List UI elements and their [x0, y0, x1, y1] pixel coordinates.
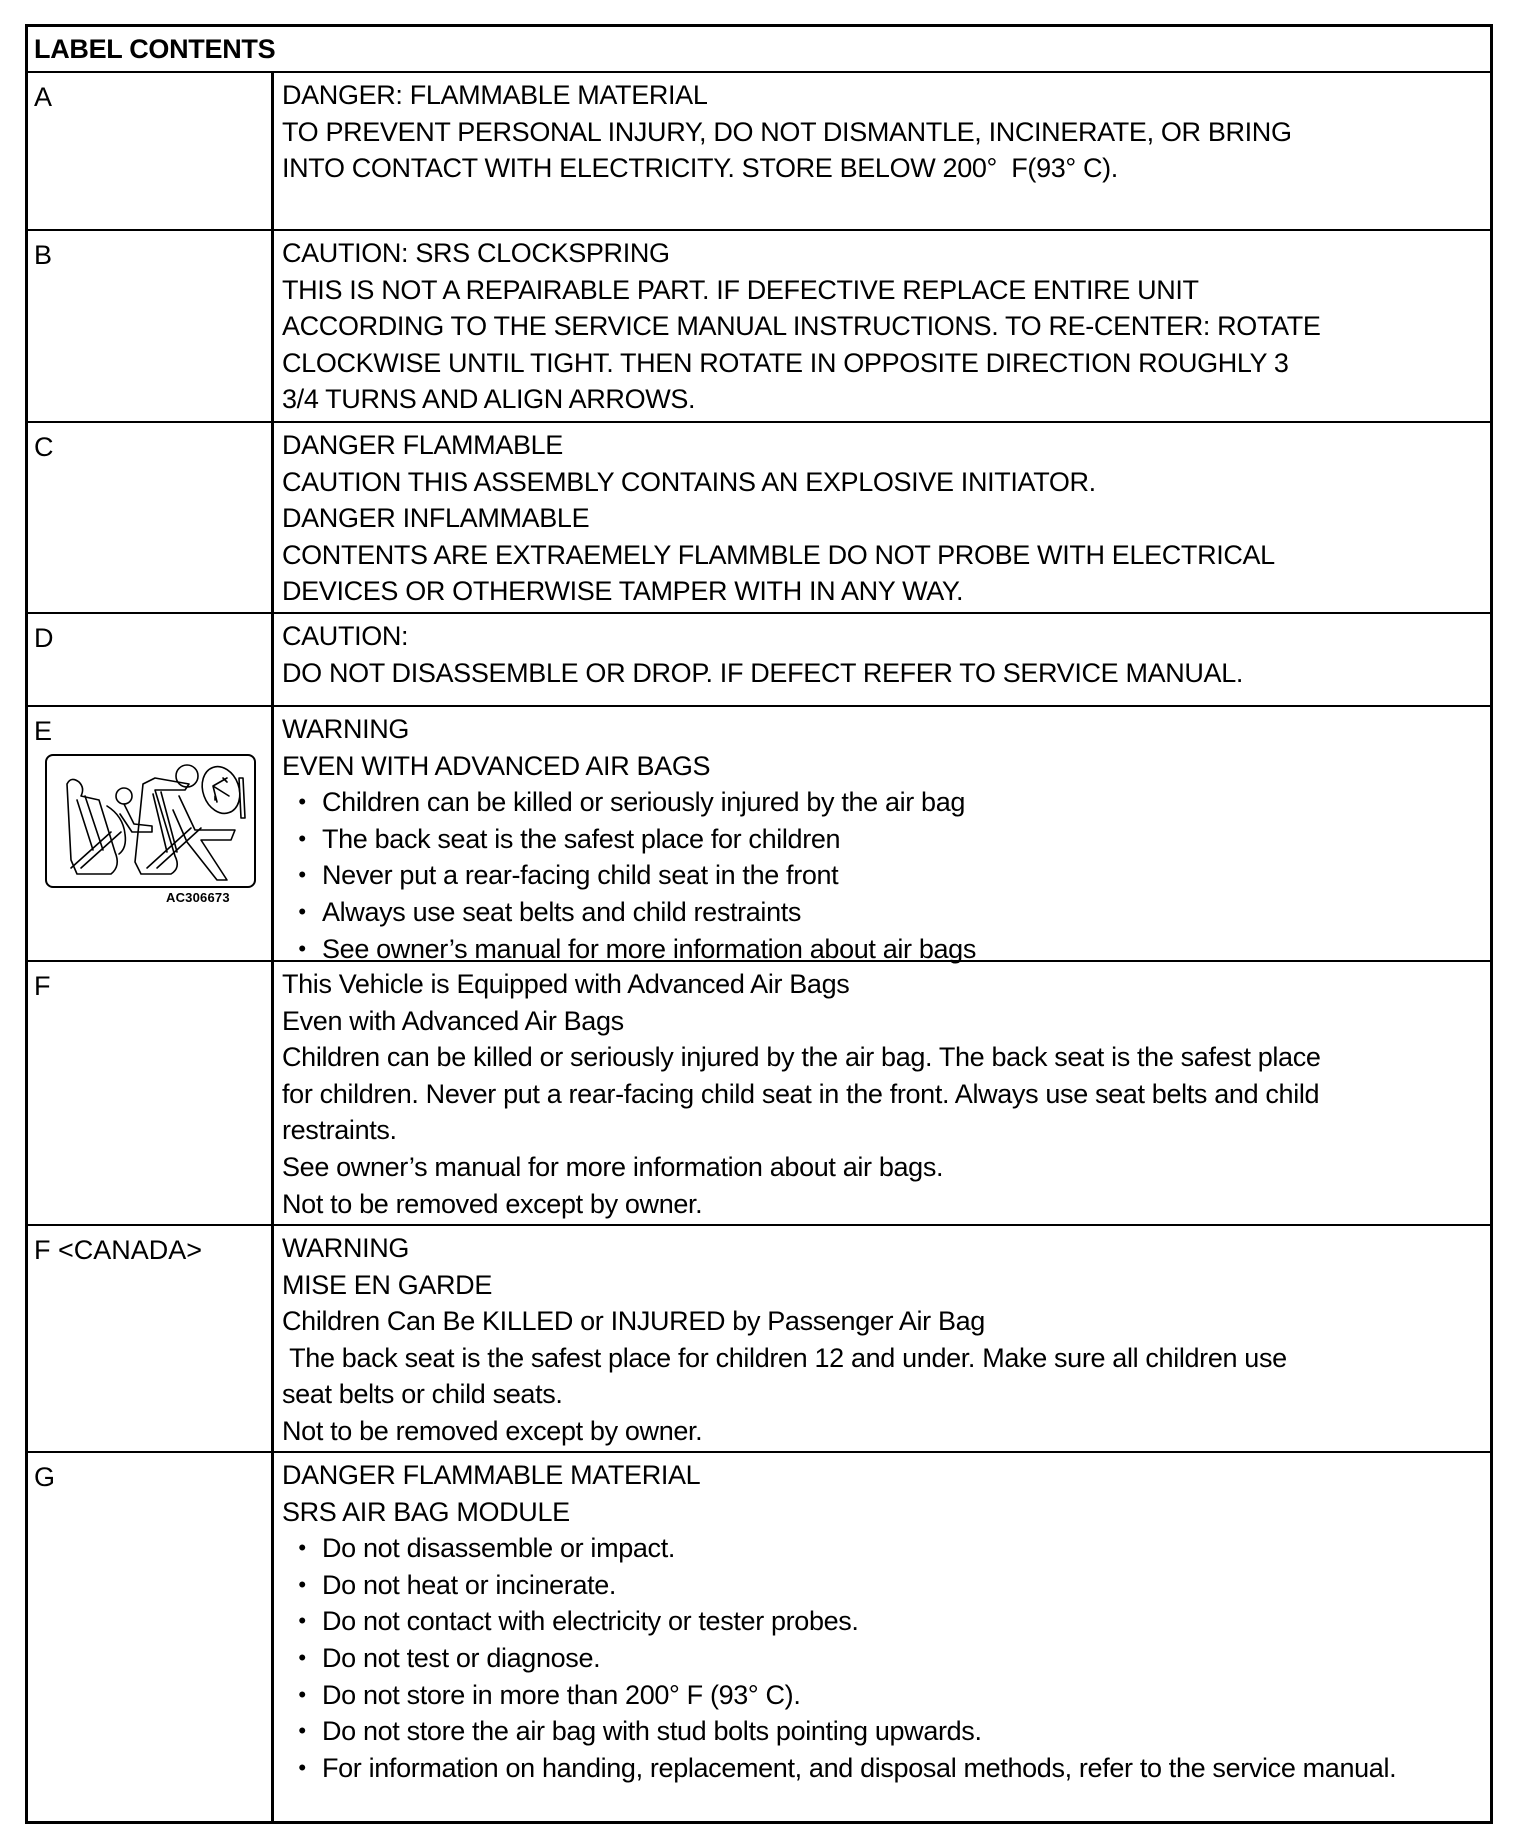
bullet-item: [282, 1640, 1480, 1677]
row-label-cell: [28, 1226, 274, 1451]
label-contents-table: [25, 24, 1493, 1824]
content-line: INTO CONTACT WITH ELECTRICITY. STORE BELOW 200° F(93° C).: [282, 153, 1118, 184]
bullet-icon: •: [298, 862, 306, 888]
content-line: CAUTION: SRS CLOCKSPRING: [282, 238, 670, 268]
bullet-item: [282, 1750, 1480, 1787]
row-content-cell: [274, 73, 1490, 229]
bullet-item: [282, 784, 1480, 821]
bullet-text: Do not disassemble or impact.: [322, 1533, 676, 1564]
row-content-cell: [274, 231, 1490, 421]
row-label-cell: [28, 707, 274, 960]
bullet-item: [282, 857, 1480, 894]
content-line: DANGER: FLAMMABLE MATERIAL: [282, 80, 708, 110]
bullet-item: [282, 1530, 1480, 1567]
table-row-f: [28, 962, 1490, 1226]
content-line: TO PREVENT PERSONAL INJURY, DO NOT DISMANTLE, INCINERATE, OR BRING: [282, 116, 1292, 147]
row-content-cell: [274, 707, 1490, 964]
bullet-icon: •: [298, 1535, 306, 1561]
airbag-pictogram-icon: [47, 756, 254, 886]
bullet-icon: •: [298, 1571, 306, 1597]
bullet-item: [282, 1713, 1480, 1750]
row-label-cell: [28, 73, 274, 229]
content-line: ACCORDING TO THE SERVICE MANUAL INSTRUCTIONS. TO RE-CENTER: ROTATE: [282, 311, 1321, 342]
content-line: seat belts or child seats.: [282, 1379, 563, 1410]
content-line: Not to be removed except by owner.: [282, 1415, 703, 1446]
table-row-c: [28, 423, 1490, 614]
content-line: DO NOT DISASSEMBLE OR DROP. IF DEFECT REFER TO SERVICE MANUAL.: [282, 657, 1244, 688]
content-line: Children Can Be KILLED or INJURED by Passenger Air Bag: [282, 1306, 985, 1337]
row-label: F <CANADA>: [34, 1235, 203, 1265]
row-label-cell: [28, 614, 274, 705]
content-line: See owner’s manual for more information about air bags.: [282, 1151, 944, 1182]
row-content-cell: [274, 614, 1490, 705]
bullet-item: [282, 894, 1480, 931]
table-row-f-canada: [28, 1226, 1490, 1453]
bullet-text: Do not contact with electricity or tester probes.: [322, 1606, 859, 1637]
content-line: 3/4 TURNS AND ALIGN ARROWS.: [282, 384, 696, 415]
table-title: LABEL CONTENTS: [34, 34, 276, 64]
bullet-icon: •: [298, 1608, 306, 1634]
bullet-text: Children can be killed or seriously injured by the air bag: [322, 787, 966, 818]
bullet-icon: •: [298, 825, 306, 851]
content-line: EVEN WITH ADVANCED AIR BAGS: [282, 750, 711, 781]
content-line: DEVICES OR OTHERWISE TAMPER WITH IN ANY WAY.: [282, 576, 964, 607]
content-line: THIS IS NOT A REPAIRABLE PART. IF DEFECTIVE REPLACE ENTIRE UNIT: [282, 274, 1199, 305]
content-line: This Vehicle is Equipped with Advanced Air Bags: [282, 969, 850, 999]
row-label: F: [34, 971, 51, 1001]
content-line: MISE EN GARDE: [282, 1269, 492, 1300]
bullet-item: [282, 1567, 1480, 1604]
row-content-cell: [274, 423, 1490, 612]
row-label: G: [34, 1462, 56, 1492]
content-line: for children. Never put a rear-facing child seat in the front. Always use seat belts and child: [282, 1078, 1320, 1109]
bullet-icon: •: [298, 789, 306, 815]
bullet-text: See owner’s manual for more information about air bags: [322, 933, 976, 964]
bullet-text: Always use seat belts and child restraints: [322, 896, 802, 927]
table-row-d: [28, 614, 1490, 707]
bullet-icon: •: [298, 1754, 306, 1780]
bullet-text: Do not store the air bag with stud bolts pointing upwards.: [322, 1716, 982, 1747]
row-label-cell: [28, 1453, 274, 1821]
table-header: [28, 27, 1490, 73]
row-label: C: [34, 432, 54, 462]
row-label-cell: [28, 231, 274, 421]
content-line: WARNING: [282, 1233, 410, 1263]
content-line: CLOCKWISE UNTIL TIGHT. THEN ROTATE IN OPPOSITE DIRECTION ROUGHLY 3: [282, 347, 1289, 378]
bullet-item: [282, 821, 1480, 858]
content-line: CAUTION THIS ASSEMBLY CONTAINS AN EXPLOSIVE INITIATOR.: [282, 466, 1096, 497]
bullet-text: The back seat is the safest place for children: [322, 823, 841, 854]
content-line: The back seat is the safest place for children 12 and under. Make sure all children use: [282, 1342, 1287, 1373]
content-line: restraints.: [282, 1115, 397, 1146]
bullet-text: For information on handing, replacement, and disposal methods, refer to the service manual.: [322, 1752, 1397, 1783]
table-row-b: [28, 231, 1490, 423]
row-content-cell: [274, 962, 1490, 1224]
content-line: WARNING: [282, 714, 410, 744]
table-row-e: [28, 707, 1490, 962]
bullet-icon: •: [298, 1681, 306, 1707]
content-line: Children can be killed or seriously injured by the air bag. The back seat is the safest place: [282, 1042, 1321, 1073]
bullet-icon: •: [298, 898, 306, 924]
bullet-icon: •: [298, 1718, 306, 1744]
row-content-cell: [274, 1453, 1490, 1821]
content-line: Not to be removed except by owner.: [282, 1188, 703, 1219]
content-line: CAUTION:: [282, 621, 409, 651]
bullet-item: [282, 1677, 1480, 1714]
bullet-item: [282, 1603, 1480, 1640]
row-label: E: [34, 716, 53, 746]
bullet-text: Do not store in more than 200° F (93° C).: [322, 1679, 801, 1710]
content-line: DANGER FLAMMABLE MATERIAL: [282, 1460, 701, 1490]
bullet-text: Never put a rear-facing child seat in the front: [322, 860, 839, 891]
airbag-child-seat-warning-icon: [45, 754, 256, 888]
image-caption: AC306673: [166, 890, 230, 905]
row-label: A: [34, 82, 53, 112]
bullet-icon: •: [298, 1644, 306, 1670]
row-label-cell: [28, 423, 274, 612]
bullet-icon: •: [298, 935, 306, 961]
table-row-g: [28, 1453, 1490, 1821]
row-label: B: [34, 240, 53, 270]
content-line: CONTENTS ARE EXTRAEMELY FLAMMBLE DO NOT PROBE WITH ELECTRICAL: [282, 539, 1275, 570]
table-row-a: [28, 73, 1490, 231]
row-label: D: [34, 623, 54, 653]
bullet-text: Do not heat or incinerate.: [322, 1569, 617, 1600]
row-label-cell: [28, 962, 274, 1224]
content-line: DANGER INFLAMMABLE: [282, 503, 590, 534]
row-content-cell: [274, 1226, 1490, 1451]
content-line: Even with Advanced Air Bags: [282, 1005, 624, 1036]
bullet-text: Do not test or diagnose.: [322, 1642, 601, 1673]
content-line: DANGER FLAMMABLE: [282, 430, 563, 460]
content-line: SRS AIR BAG MODULE: [282, 1496, 570, 1527]
